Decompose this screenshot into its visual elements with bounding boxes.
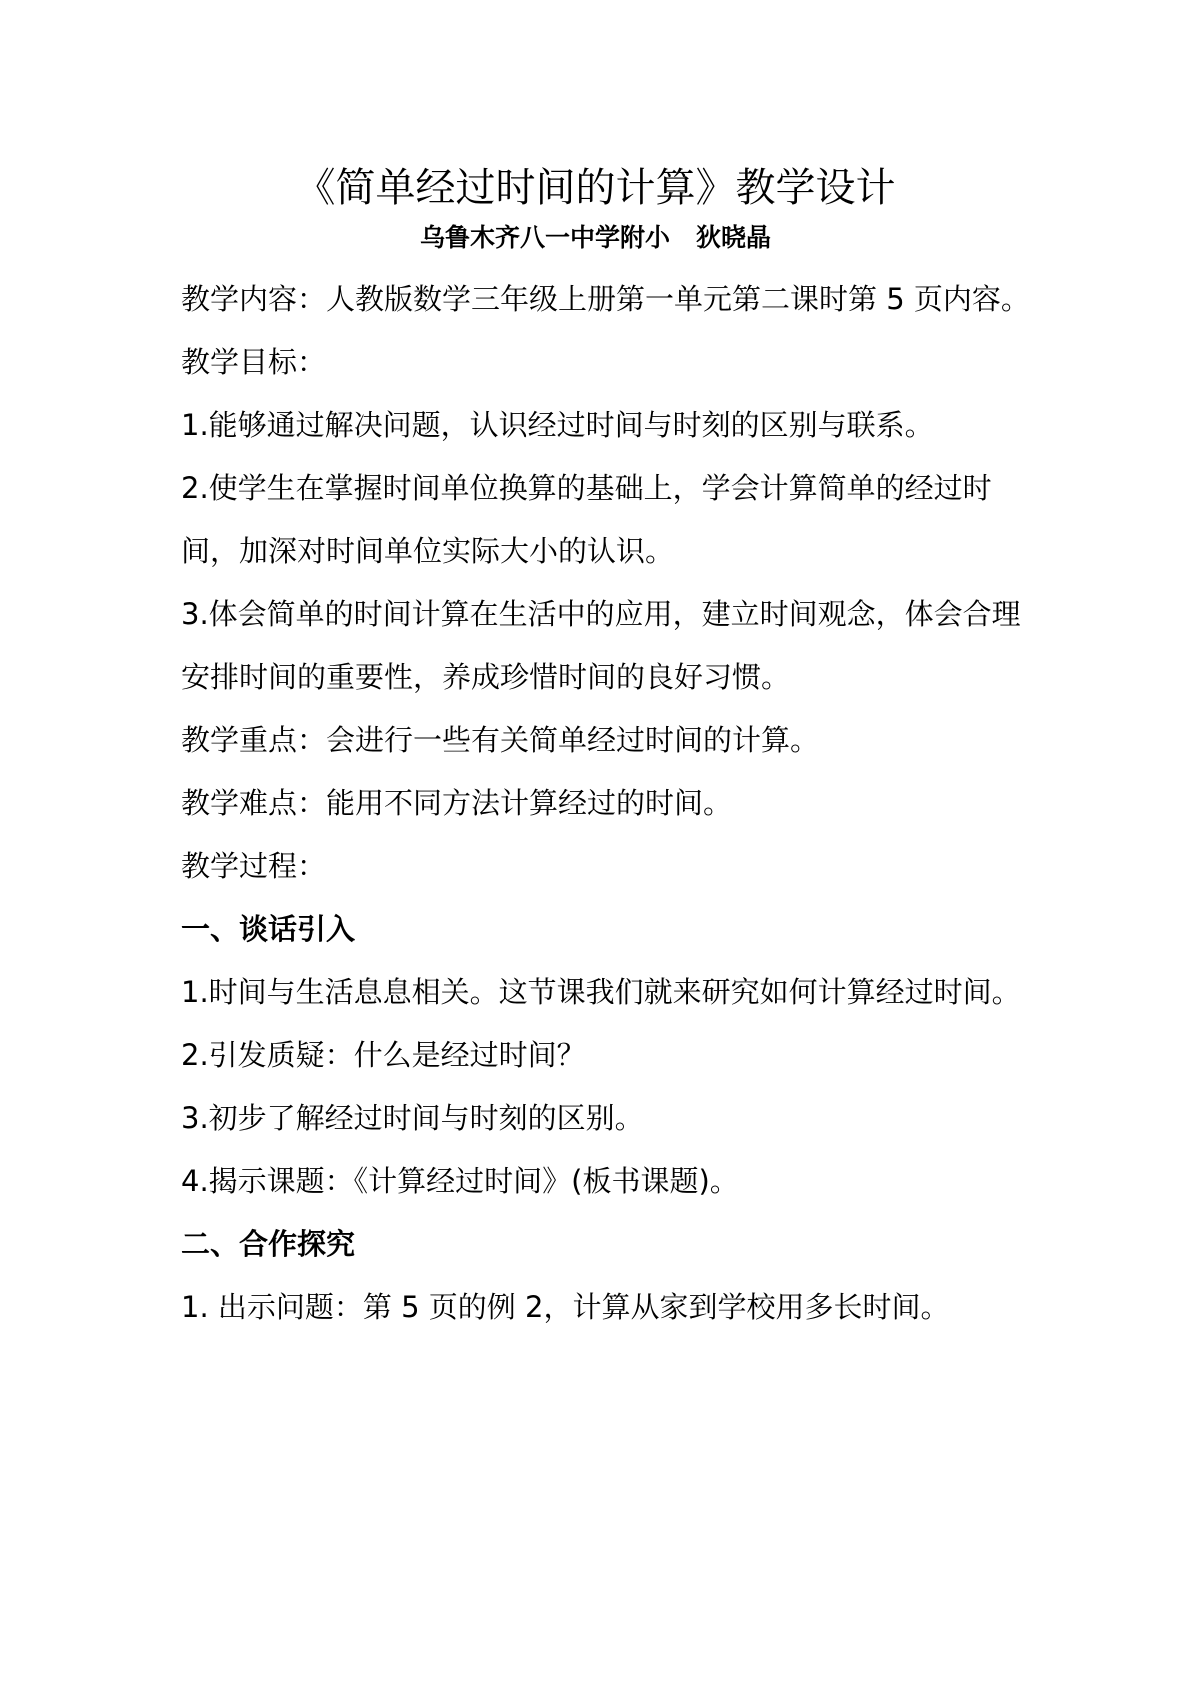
paragraph-content: 教学内容：人教版数学三年级上册第一单元第二课时第 5 页内容。 (181, 282, 1030, 316)
paragraph-objective-3: 3.体会简单的时间计算在生活中的应用，建立时间观念，体会合理安排时间的重要性，养成珍惜时间的良好习惯。 (181, 597, 1021, 694)
paragraph-key-point: 教学重点：会进行一些有关简单经过时间的计算。 (181, 723, 820, 757)
paragraph-intro-2: 2.引发质疑：什么是经过时间？ (181, 1038, 586, 1072)
paragraph-objective-2: 2.使学生在掌握时间单位换算的基础上，学会计算简单的经过时间，加深对时间单位实际大小的认识。 (181, 471, 992, 568)
paragraph-objectives-label: 教学目标： (181, 345, 327, 379)
document-author-line: 乌鲁木齐八一中学附小 狄晓晶 (419, 223, 772, 252)
paragraph-intro-4: 4.揭示课题：《计算经过时间》(板书课题)。 (181, 1164, 739, 1198)
paragraph-process-label: 教学过程： (181, 849, 327, 883)
paragraph-intro-1: 1.时间与生活息息相关。这节课我们就来研究如何计算经过时间。 (181, 975, 1021, 1009)
section-heading-explore: 二、合作探究 (181, 1227, 356, 1261)
section-heading-intro: 一、谈话引入 (181, 912, 356, 946)
document-title: 《简单经过时间的计算》教学设计 (295, 165, 896, 211)
paragraph-explore-1: 1. 出示问题：第 5 页的例 2，计算从家到学校用多长时间。 (181, 1290, 950, 1324)
paragraph-difficulty: 教学难点：能用不同方法计算经过的时间。 (181, 786, 733, 820)
paragraph-intro-3: 3.初步了解经过时间与时刻的区别。 (181, 1101, 644, 1135)
paragraph-objective-1: 1.能够通过解决问题，认识经过时间与时刻的区别与联系。 (181, 408, 934, 442)
document-body (181, 268, 1031, 1339)
